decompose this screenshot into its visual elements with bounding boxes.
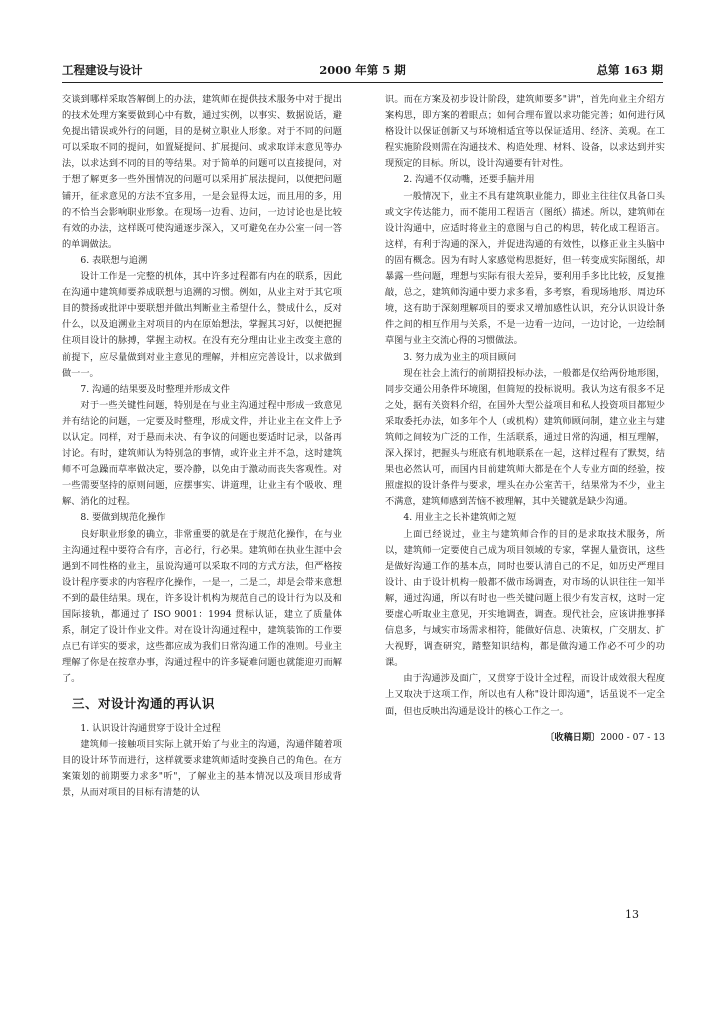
paragraph: 现在社会上流行的前期招投标办法，一般都是仅给两份地形图，同步交通公用条件环境图，但简短的投标说明。我认为这有很多不足之处，据有关资料介绍，在国外大型公益项目和私人投资项目都短少采取委托办法，如多年个人（或机构）建筑师顾问制，建立业主与建筑师之间较为广泛的工作，生活联系，通过日常的沟通，相互理解，深入探讨，把握头与班底有机地联系在一起，这样过程有了默契，结果也必然认可，而国内目前建筑师大都是在个人专业方面的经验，按照虚拟的设计条件与要求，埋头在办公室苦干，结果常为不少，业主不满意，建筑师感到苦恼不被理解，其中关键就是缺少沟通。 bbox=[385, 367, 665, 508]
subheading-6: 6. 表联想与追溯 bbox=[80, 254, 148, 266]
subheading-3-1: 1. 认识设计沟通贯穿于设计全过程 bbox=[80, 722, 221, 734]
subheading-3-4: 4. 用业主之长补建筑师之短 bbox=[403, 512, 517, 524]
paragraph: 一般情况下，业主不具有建筑职业能力，即业主往往仅具备口头或文字传达能力，而不能用工程语言（图纸）描述。所以，建筑师在设计沟通中，应适时将业主的意图与自己的构思，转化成工程语言。这样，有利于沟通的深入，并促进沟通的有效性，以修正业主头脑中的固有概念。因为有时人家感觉构思挺好，但一转变成实际图纸，却暴露一些问题，理想与实际有很大差异，要利用手多比比较，反复推敲，总之，建筑师沟通中要力求多看，多考察，看现场地形、周边环境，这有助于深刻理解项目的要求又增加感性认识，充分认识设计条件之间的相互作用与关系，不是一边看一边问，一边讨论，一边绘制草图与业主交流心得的习惯做法。 bbox=[385, 190, 665, 347]
paragraph: 设计工作是一完整的机体，其中许多过程都有内在的联系，因此在沟通中建筑师要养成联想与追溯的习惯。例如，从业主对于其它项目的赞扬或批评中要联想并做出判断业主希望什么，赞成什么，反对什么，以及追溯业主对项目的内在原始想法，掌握其习好，以便把握住项目设计的脉搏，掌握主动权。在没有充分理由让业主改变主意的前提下，应尽量做到对业主意见的理解，并相应完善设计，以求做到做一一。 bbox=[62, 271, 342, 379]
page-number: 13 bbox=[625, 908, 639, 921]
subheading-3-3: 3. 努力成为业主的项目顾问 bbox=[403, 351, 517, 363]
paragraph: 建筑师一接触项目实际上就开始了与业主的沟通，沟通伴随着项目的设计环节而进行，这样就要求建筑师适时变换自己的角色。在方案策划的前期要力求多"听"，了解业主的基本情况以及项目形成背景，从而对项目的目标有清楚的认 bbox=[62, 738, 342, 798]
section-heading-3: 三、对设计沟通的再认识 bbox=[72, 696, 216, 712]
subheading-3-2: 2. 沟通不仅动嘴，还要手脑并用 bbox=[403, 174, 535, 186]
left-column bbox=[62, 92, 342, 801]
received-label: 〔收稿日期〕 bbox=[545, 731, 601, 743]
paragraph: 交谈到哪样采取答解倒上的办法，建筑师在提供技术服务中对于提出的技术处理方案要做到心中有数，通过实例，以事实、数据说话，避免提出错误或外行的问题，目的是树立职业人形象。对于不同的问题可以采取不同的提问，如置疑提问、扩展提问、或求取详末意见等办法，以求达到不同的目的等结果。对于简单的问题可以直接提问，对于想了解更多一些外围情况的问题可以采用扩展法提问，以便把问题铺开，征求意见的方法不宜多用，一是会显得太远，而且用的多，用的不恰当会影响职业形象。在现场一边看、边问，一边讨论也是比较有效的办法，这样既可使沟通逐步深入，又可避免在办公室一问一答的单调做法。 bbox=[62, 94, 342, 250]
running-header bbox=[62, 62, 663, 80]
paragraph: 识。而在方案及初步设计阶段，建筑师要多"讲"，首先向业主介绍方案构思，即方案的着眼点；如何合理布置以求功能完善；如何进行风格设计以保证创新又与环境相适宜等以保证适用、经济、美观。在工程实施阶段则需在沟通技术、构造处理、材料、设备，以求达到并实现预定的目标。所以，设计沟通要有针对性。 bbox=[385, 94, 665, 170]
issue-label: 2000 年第 5 期 bbox=[319, 63, 406, 77]
received-date bbox=[385, 730, 665, 746]
right-column bbox=[385, 92, 665, 746]
header-rule bbox=[62, 82, 663, 83]
paragraph: 良好职业形象的确立，非常重要的就是在于规范化操作，在与业主沟通过程中要符合有序，言必行，行必果。建筑师在执业生涯中会遇到不同性格的业主，虽说沟通可以采取不同的方式方法，但严格按设计程序要求的内容程序化操作，一是一，二是二，却是会带来意想不到的最佳结果。现在，许多设计机构为规范自己的设计行为以及和国际接轨，都通过了 ISO 9001：1994 贯标认证，建立了质量体系，制定了设计作业文件。对在设计沟通过程中，建筑装饰的工作要点已有详实的要求，这些都应成为我们日常沟通工作的准则。号业主理解了你是在按章办事，沟通过程中的许多疑难问题也就能迎刃而解了。 bbox=[62, 528, 342, 685]
subheading-8: 8. 要做到规范化操作 bbox=[80, 512, 166, 524]
paragraph: 由于沟通涉及面广，又贯穿于设计全过程，而设计成效很大程度上又取决于这项工作，所以也有人称"设计即沟通"，话虽说不一定全面，但也反映出沟通是设计的核心工作之一。 bbox=[385, 673, 665, 717]
received-date-value: 2000 - 07 - 13 bbox=[600, 731, 665, 743]
serial-number: 总第 163 期 bbox=[596, 63, 663, 77]
paragraph: 上面已经说过，业主与建筑师合作的目的是求取技术服务，所以，建筑师一定要使自己成为项目领域的专家，掌握人量资讯，这些是做好沟通工作的基本点，同时也要认清自己的不足，如历史严理目设计、由于设计机构一般都不做市场调查，对市场的认识往往一知半解，通过沟通，所以有时也一些关键问题上很少有发言权，这时一定要虚心听取业主意见，开实地调查，调查。现代社会，应该讲推事择信息多，与域实市场需求相符，能做好信息、决策权，广交朋友、扩大视野，调查研究，踏整知识结构，都是做沟通工作必不可少的功课。 bbox=[385, 528, 665, 669]
subheading-7: 7. 沟通的结果要及时整理并形成文件 bbox=[80, 383, 230, 395]
paragraph: 对于一些关键性问题，特别是在与业主沟通过程中形成一致意见并有结论的问题，一定要及时整理，形成文件，并让业主在文件上予以认定。同样，对于悬而未决、有争议的问题也要适时记录，以备再讨论。有时，建筑师认为特别急的事情，或许业主并不急，这时建筑师不可急躁而草率做决定，要冷静，以免由于激动而丧失客观性。对一些需要坚持的原则问题，应摆事实、讲道理，让业主有个吸收、理解、消化的过程。 bbox=[62, 399, 342, 508]
journal-name: 工程建设与设计 bbox=[62, 63, 143, 77]
